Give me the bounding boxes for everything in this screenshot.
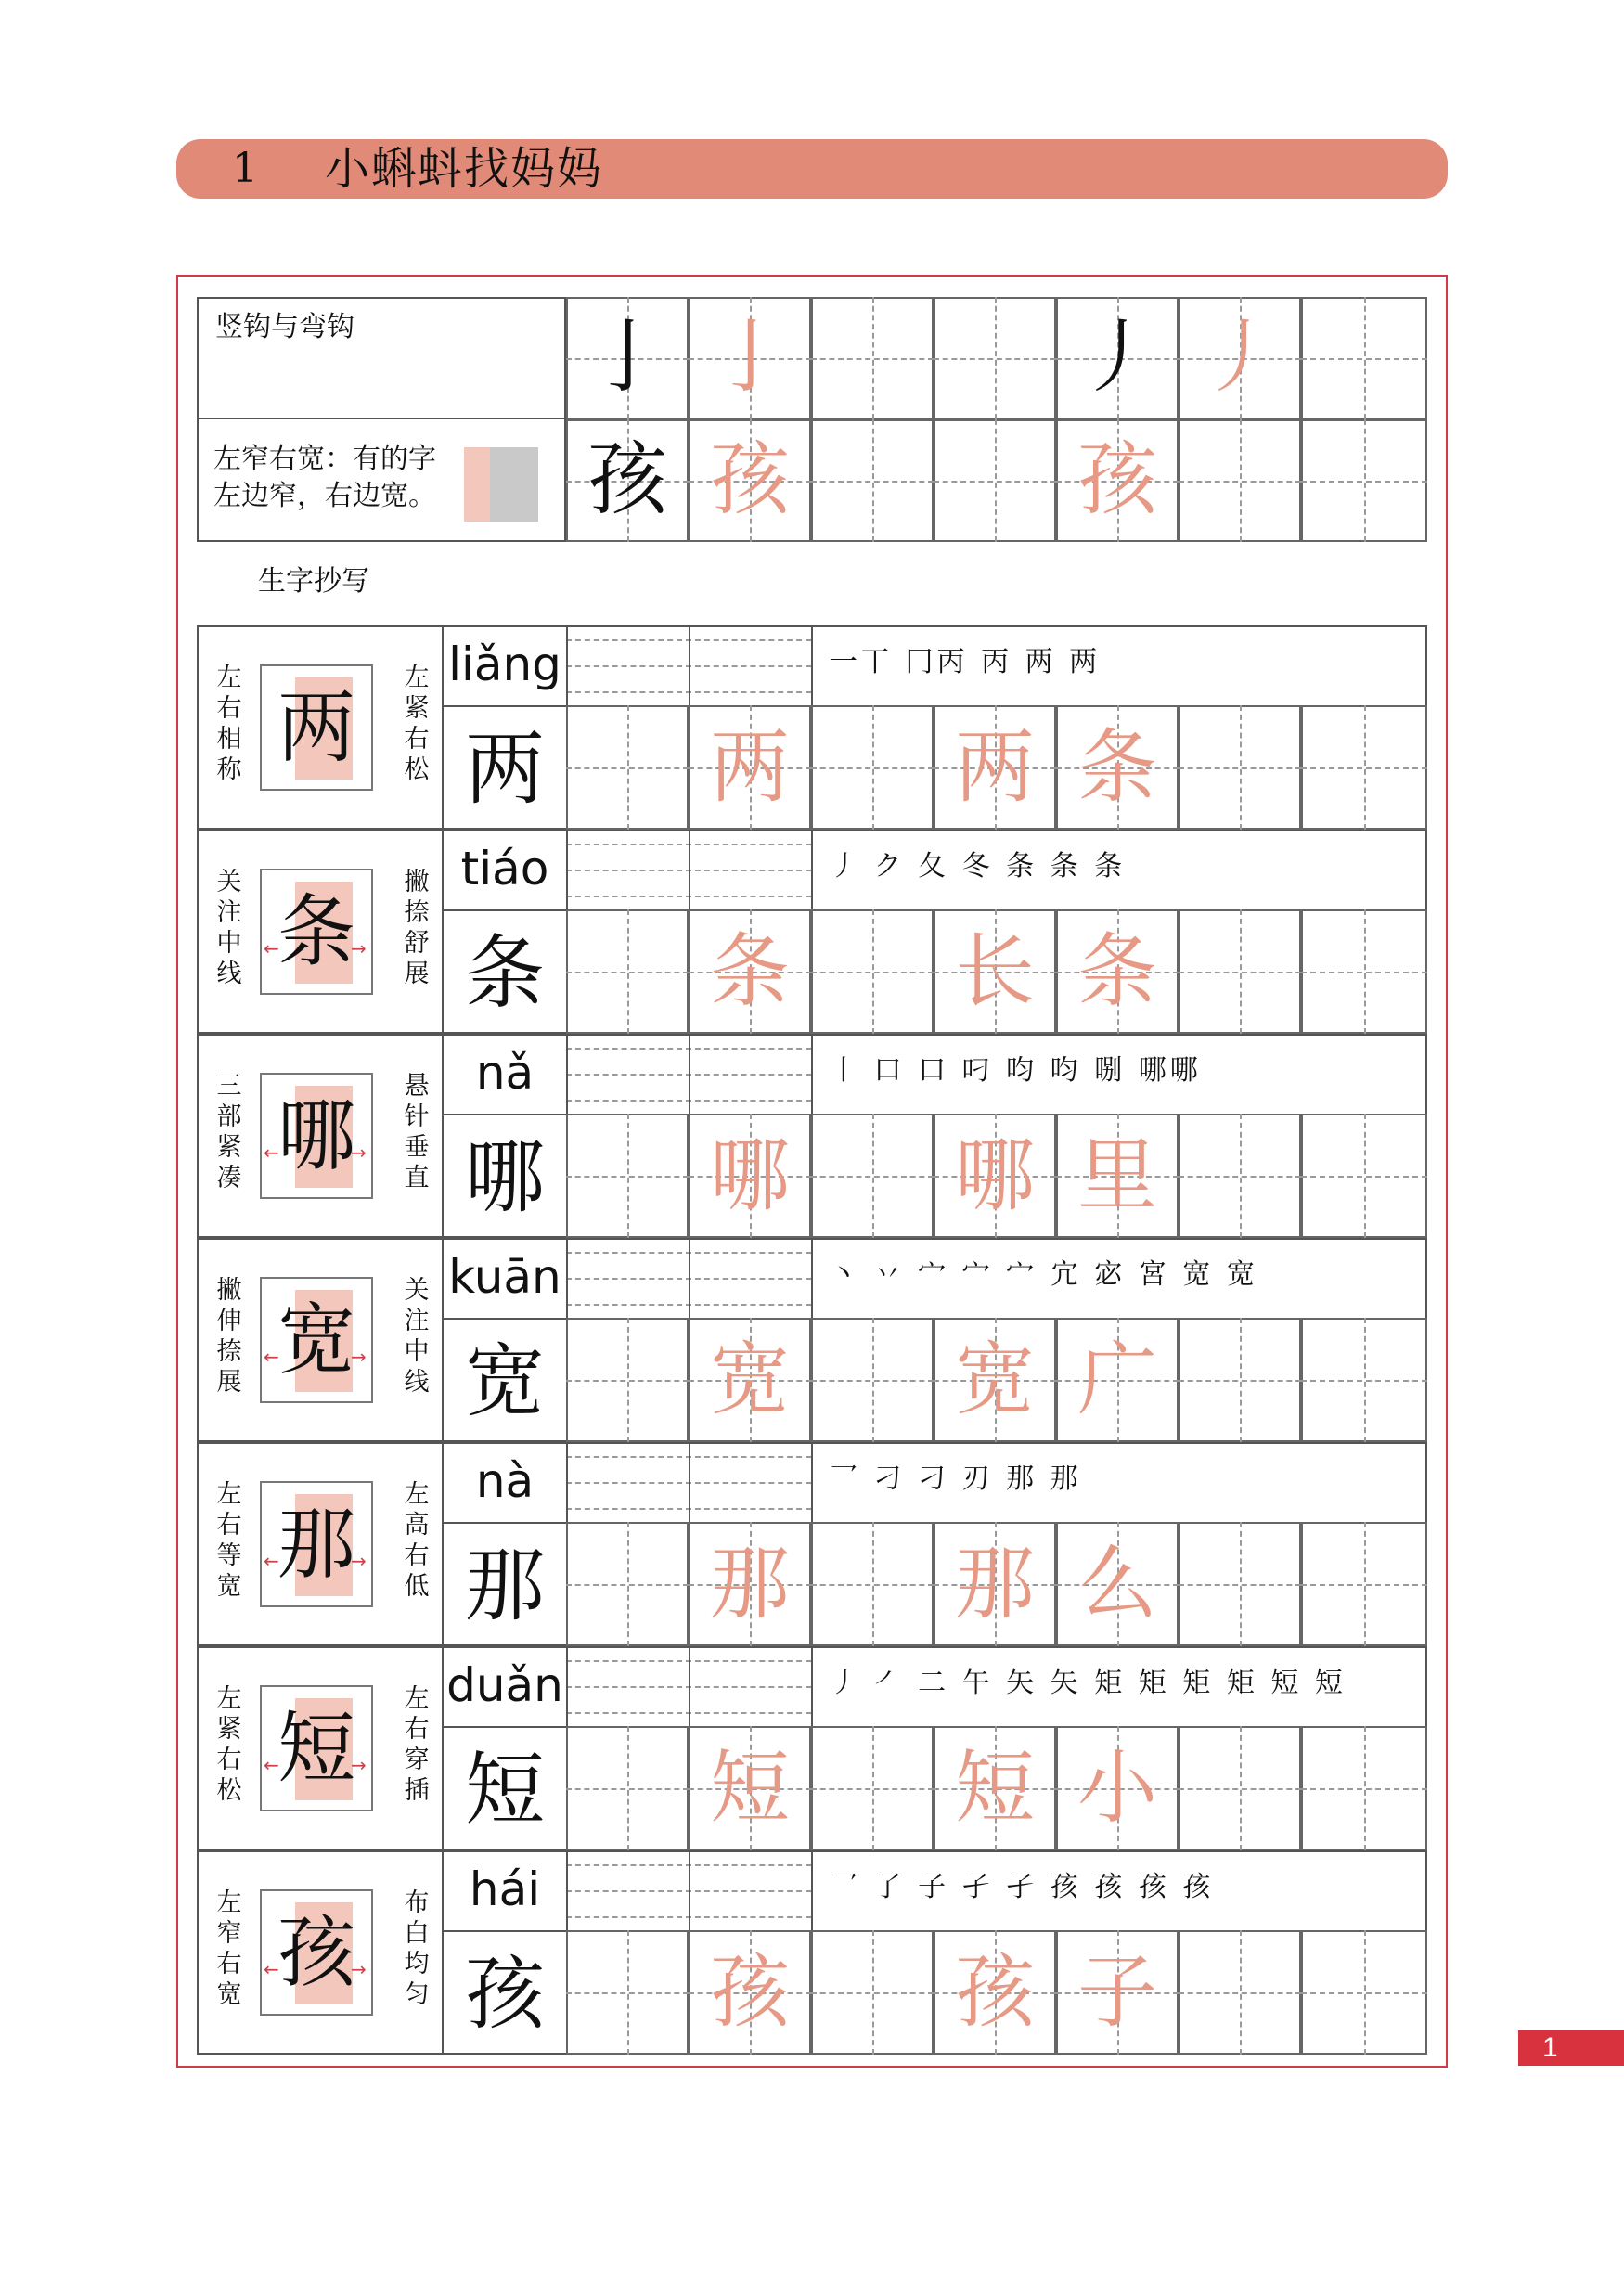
sample-char-box: [260, 869, 373, 995]
left-structure-note: 左右等宽: [216, 1480, 242, 1601]
practice-grid-cell-v-guide: [1240, 909, 1242, 1034]
top-grid-cell-v-guide: [1364, 419, 1366, 542]
trace-char: 孩: [710, 1946, 790, 2039]
stroke-section-title: 竖钩与弯钩: [215, 311, 354, 343]
trace-char: 里: [1077, 1129, 1157, 1222]
practice-grid-cell-v-guide: [1364, 909, 1366, 1034]
practice-grid-cell-v-guide: [627, 705, 629, 830]
right-arrow-mark: →: [351, 937, 367, 960]
trace-char: 广: [1077, 1334, 1157, 1426]
practice-grid-cell-v-guide: [627, 1726, 629, 1850]
practice-grid-cell-v-guide: [1240, 1318, 1242, 1442]
stroke-trace-glyph: 丿: [1200, 311, 1280, 404]
structure-desc-line2: 左边窄，右边宽。: [213, 480, 436, 512]
left-arrow-mark: ←: [264, 1141, 279, 1164]
col-divider: [811, 1646, 813, 1726]
sample-char: 两: [277, 682, 355, 773]
practice-model-char: 两: [465, 723, 545, 816]
page-number-tab: 1: [1518, 2030, 1624, 2066]
left-arrow-mark: ←: [264, 937, 279, 960]
sample-char: 短: [277, 1703, 355, 1794]
left-arrow-mark: ←: [264, 1346, 279, 1368]
trace-char: 宽: [955, 1334, 1035, 1426]
sample-char: 孩: [277, 1907, 355, 1998]
stroke-order: 乛 刁 刁 刃 那 那: [830, 1463, 1082, 1495]
pinyin-label: nà: [475, 1454, 535, 1508]
trace-char: 宽: [710, 1334, 790, 1426]
practice-model-char: 哪: [465, 1131, 545, 1224]
trace-char: 长: [955, 925, 1035, 1018]
right-structure-note: 布白均匀: [404, 1888, 430, 2009]
sample-char-box: [260, 1277, 373, 1403]
stroke-trace-glyph: 亅: [710, 311, 790, 404]
sample-char-box: [260, 1481, 373, 1607]
col-divider: [689, 1646, 690, 1726]
practice-model-char: 那: [465, 1540, 545, 1632]
practice-grid-cell-v-guide: [1364, 705, 1366, 830]
practice-grid-cell-v-guide: [872, 1114, 874, 1238]
trace-char: 子: [1077, 1946, 1157, 2039]
sample-char-box: [260, 1073, 373, 1199]
left-structure-note: 左窄右宽: [216, 1888, 242, 2009]
col-divider: [811, 1034, 813, 1114]
pinyin-label: duǎn: [446, 1658, 563, 1712]
left-structure-note: 关注中线: [216, 868, 242, 988]
practice-model-char: 短: [465, 1744, 545, 1836]
practice-model-char: 条: [465, 927, 545, 1020]
practice-grid-cell-v-guide: [627, 1930, 629, 2055]
sample-char-box: [260, 1685, 373, 1811]
col-divider: [689, 625, 690, 705]
lesson-number: 1: [232, 145, 258, 192]
left-structure-note: 撇伸捺展: [216, 1276, 242, 1397]
left-structure-note: 左右相称: [216, 664, 242, 784]
top-grid-cell-v-guide: [1364, 297, 1366, 419]
right-structure-note: 左右穿插: [404, 1684, 430, 1805]
practice-grid-cell-v-guide: [627, 1114, 629, 1238]
sample-char: 条: [277, 886, 355, 977]
right-structure-note: 撇捺舒展: [404, 868, 430, 988]
right-arrow-mark: →: [351, 1754, 367, 1776]
practice-grid-cell-v-guide: [1240, 1522, 1242, 1646]
right-arrow-mark: →: [351, 1141, 367, 1164]
trace-char: 短: [710, 1742, 790, 1835]
trace-char: 么: [1077, 1538, 1157, 1630]
stroke-order: 丶 丷 宀 宀 宀 宂 宓 宮 宽 宽: [830, 1258, 1258, 1291]
practice-grid-cell-v-guide: [1364, 1930, 1366, 2055]
practice-model-char: 孩: [465, 1948, 545, 2041]
right-structure-note: 悬针垂直: [404, 1072, 430, 1192]
structure-swatch-wide: [490, 447, 538, 522]
practice-grid-cell-v-guide: [872, 705, 874, 830]
top-grid-cell-v-guide: [1240, 419, 1242, 542]
col-divider: [689, 1034, 690, 1114]
top-grid-cell-v-guide: [872, 297, 874, 419]
pinyin-label: liǎng: [448, 638, 561, 691]
col-divider: [811, 1238, 813, 1318]
trace-char: 孩: [955, 1946, 1035, 2039]
practice-grid-cell-v-guide: [872, 1930, 874, 2055]
col-divider: [811, 1850, 813, 1930]
col-divider: [689, 1238, 690, 1318]
practice-grid-cell-v-guide: [1240, 705, 1242, 830]
right-structure-note: 左紧右松: [404, 664, 430, 784]
practice-grid-cell-v-guide: [1240, 1726, 1242, 1850]
stroke-order: 丿 ク 夂 冬 条 条 条: [830, 850, 1127, 883]
col-divider: [811, 625, 813, 705]
trace-char: 两: [710, 721, 790, 814]
lesson-title: 小蝌蚪找妈妈: [325, 143, 604, 195]
practice-grid-cell-v-guide: [1240, 1930, 1242, 2055]
sample-char-box: [260, 664, 373, 791]
practice-grid-cell-v-guide: [872, 1318, 874, 1442]
right-arrow-mark: →: [351, 1550, 367, 1572]
pinyin-label: nǎ: [475, 1046, 535, 1100]
trace-char: 短: [955, 1742, 1035, 1835]
example-trace-char: 孩: [710, 433, 790, 526]
right-structure-note: 关注中线: [404, 1276, 430, 1397]
pinyin-label: hái: [469, 1862, 541, 1916]
practice-model-char: 宽: [465, 1335, 545, 1428]
stroke-sample-glyph: 丿: [1077, 311, 1157, 404]
sample-char: 那: [277, 1499, 355, 1590]
practice-grid-cell-v-guide: [1364, 1318, 1366, 1442]
sample-char: 宽: [277, 1295, 355, 1385]
practice-grid-cell-v-guide: [627, 909, 629, 1034]
stroke-order: 丨 口 口 叼 呁 呁 哵 哪哪: [830, 1054, 1202, 1087]
left-structure-note: 左紧右松: [216, 1684, 242, 1805]
trace-char: 条: [1077, 925, 1157, 1018]
top-grid-cell-v-guide: [995, 297, 997, 419]
structure-swatch-narrow: [464, 447, 490, 522]
stroke-order: 丿 ㇒ 二 午 矢 矢 矩 矩 矩 矩 短 短: [830, 1667, 1347, 1699]
col-divider: [811, 830, 813, 909]
trace-char: 两: [955, 721, 1035, 814]
stroke-sample-glyph: 亅: [587, 311, 667, 404]
pinyin-label: kuān: [448, 1250, 561, 1304]
example-char: 孩: [587, 433, 667, 526]
right-structure-note: 左高右低: [404, 1480, 430, 1601]
left-arrow-mark: ←: [264, 1754, 279, 1776]
col-divider: [689, 1442, 690, 1522]
top-grid-cell-v-guide: [995, 419, 997, 542]
trace-char: 条: [1077, 721, 1157, 814]
top-grid-cell-v-guide: [872, 419, 874, 542]
left-arrow-mark: ←: [264, 1958, 279, 1980]
practice-grid-cell-v-guide: [872, 1522, 874, 1646]
practice-grid-cell-v-guide: [1240, 1114, 1242, 1238]
col-divider: [689, 1850, 690, 1930]
structure-desc-line1: 左窄右宽：有的字: [213, 443, 436, 475]
practice-grid-cell-v-guide: [1364, 1522, 1366, 1646]
trace-char: 那: [955, 1538, 1035, 1630]
stroke-order: 乛 了 子 孑 孑 孩 孩 孩 孩: [830, 1871, 1215, 1903]
sample-char-box: [260, 1889, 373, 2016]
pinyin-label: tiáo: [460, 842, 549, 896]
trace-char: 小: [1077, 1742, 1157, 1835]
practice-grid-cell-v-guide: [1364, 1114, 1366, 1238]
stroke-order: 一丅 冂丙 丙 两 两: [830, 646, 1102, 678]
practice-grid-cell-v-guide: [627, 1522, 629, 1646]
col-divider: [689, 830, 690, 909]
trace-char: 哪: [710, 1129, 790, 1222]
col-divider: [811, 1442, 813, 1522]
practice-grid-cell-v-guide: [627, 1318, 629, 1442]
practice-grid-cell-v-guide: [1364, 1726, 1366, 1850]
left-arrow-mark: ←: [264, 1550, 279, 1572]
practice-grid-cell-v-guide: [872, 909, 874, 1034]
trace-char: 哪: [955, 1129, 1035, 1222]
lesson-title-bar: [176, 139, 1448, 199]
right-arrow-mark: →: [351, 1958, 367, 1980]
right-arrow-mark: →: [351, 1346, 367, 1368]
trace-char: 那: [710, 1538, 790, 1630]
left-structure-note: 三部紧凑: [216, 1072, 242, 1192]
trace-char: 条: [710, 925, 790, 1018]
practice-grid-cell-v-guide: [872, 1726, 874, 1850]
example-trace-char: 孩: [1077, 433, 1157, 526]
sample-char: 哪: [277, 1090, 355, 1181]
copy-section-label: 生字抄写: [258, 565, 369, 598]
